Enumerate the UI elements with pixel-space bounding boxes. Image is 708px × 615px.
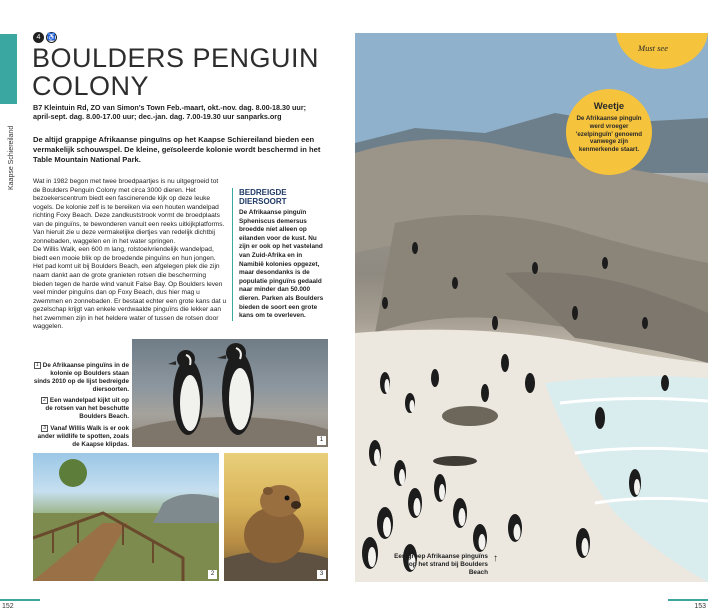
right-page — [350, 0, 708, 615]
sidebar-text: De Afrikaanse pinguïn Spheniscus demersus broedde níet alleen op eilanden voor de kust. Nu zijn er ook op het vasteland van Zuid-Afrika en in Namibië kolonies opgezet, maar desondanks is de populatie pinguïns gedaald naar minder dan 50.000 dieren. Parken als Boulders bieden de soort een grote kans om te overleven. — [239, 209, 324, 320]
page-number-left: 152 — [0, 599, 40, 610]
fun-fact-bubble — [566, 89, 652, 175]
caption-1-text: De Afrikaanse pinguïns in de kolonie op Boulders staan sinds 2010 op de lijst bedreigde diersoorten. — [33, 362, 129, 393]
photo-rock-hyrax — [224, 453, 328, 581]
practical-info: B7 Kleintuin Rd, ZO van Simon's Town Feb.-maart, okt.-nov. dag. 8.00-18.30 uur; april-sept. dag. 8.00-17.00 uur; dec.-jan. dag. 7.00-19.30 uur sanparks.org — [33, 103, 307, 121]
chapter-label-text: Kaapse Schiereiland — [8, 125, 15, 190]
page-number-right: 153 — [668, 599, 708, 610]
arrow-up-icon: ↑ — [493, 553, 498, 564]
body-paragraph-2: De Willis Walk, een 600 m lang, rolstoelvriendelijk wandelpad, biedt een mooie blik op de broedende pinguïns en hun jongen. Het pad komt uit bij Boulders Beach, een afgelegen plek die zijn naam dankt aan de grote granieten rotsen die bescherming bieden tegen de harde wind vanuit False Bay. Op Boulders leven veel minder pinguïns dan op Foxy Beach, dus hier mag u zwemmen en zonnebaden. Er bestaat echter een grote kans dat u gezelschap krijgt van enkele verdwaalde pinguïns die lekker aan het zwemmen zijn in het heldere water of tussen de rotsen door waggelen. — [33, 246, 227, 331]
must-see-text: Must see — [638, 43, 668, 53]
lead-paragraph: De altijd grappige Afrikaanse pinguïns op het Kaapse Schiereiland bieden een vermakelijk schouwspel. De kleine, geïsoleerde kolonie wordt beschermd in het Table Mountain National Park. — [33, 135, 321, 164]
photo-boardwalk — [33, 453, 219, 581]
chapter-tab — [0, 34, 17, 104]
penguins-illustration — [132, 339, 328, 447]
heading-icons — [33, 32, 57, 43]
endangered-sidebar — [232, 188, 328, 321]
caption-2-number: 2 — [41, 397, 48, 404]
body-text — [33, 178, 227, 332]
caption-1 — [33, 362, 129, 393]
sidebar-title: BEDREIGDE DIERSOORT — [239, 188, 287, 206]
page-title: BOULDERS PENGUIN COLONY — [32, 43, 320, 101]
fun-fact-text: De Afrikaanse pinguïn werd vroeger 'ezelpinguïn' genoemd vanwege zijn kenmerkende staart. — [575, 115, 643, 154]
photo-2-number: 2 — [208, 570, 217, 579]
colony-illustration — [355, 33, 708, 582]
main-photo-caption — [388, 553, 498, 578]
caption-3-number: 3 — [41, 425, 48, 432]
boardwalk-illustration — [33, 453, 219, 581]
body-paragraph-1: Wat in 1982 begon met twee broedpaartjes is nu uitgegroeid tot de Boulders Penguin Colony met circa 3000 dieren. Het bezoekerscentrum biedt een fascinerende kijk op deze leuke vogels. De kolonie zelf is te bereiken via een houten wandelpad richting Foxy Beach. Deze zandkuststrook vormt de broedplaats van de pinguïns, te bewonderen vanuit een reeks uitkijkplatforms. Van hieruit zie u deze vermakelijke diertjes van redelijk dichtbij zonnebaden, waggelen en in het water springen. — [33, 178, 225, 245]
photo-penguin-colony-beach — [355, 33, 708, 582]
photo-1-number: 1 — [317, 436, 326, 445]
main-photo-caption-text: Een groep Afrikaanse pinguïns op het strand bij Boulders Beach — [394, 553, 488, 577]
number-icon: 4 — [33, 32, 44, 43]
chapter-label — [8, 100, 22, 190]
caption-1-number: 1 — [34, 362, 41, 369]
accessibility-icon: ♿ — [47, 34, 56, 41]
caption-2-text: Een wandelpad kijkt uit op de rotsen van het beschutte Boulders Beach. — [45, 397, 129, 421]
caption-3 — [33, 425, 129, 449]
caption-3-text: Vanaf Willis Walk is er ook ander wildlife te spotten, zoals de Kaapse klipdas. — [37, 425, 129, 448]
photo-3-number: 3 — [317, 570, 326, 579]
photo-penguins-on-rocks — [132, 339, 328, 447]
fun-fact-title: Weetje — [593, 101, 625, 112]
photo-captions — [33, 362, 129, 452]
left-page — [0, 0, 350, 615]
caption-2 — [33, 397, 129, 421]
hyrax-illustration — [224, 453, 328, 581]
